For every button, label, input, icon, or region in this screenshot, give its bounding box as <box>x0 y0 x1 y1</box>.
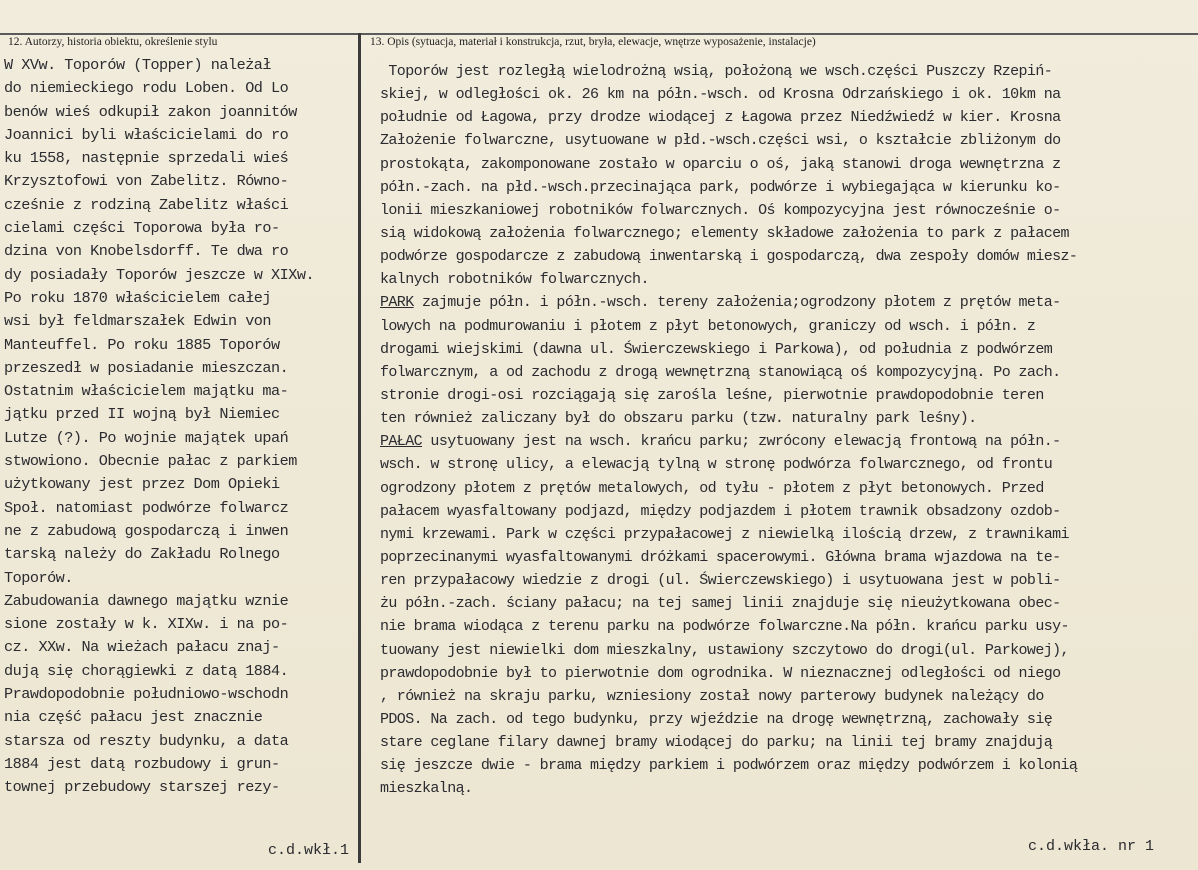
text-line: Społ. natomiast podwórze folwarcz <box>4 498 289 517</box>
text-line: sią widokową założenia folwarcznego; elementy składowe założenia to park z pałacem <box>380 224 1069 242</box>
text-line: Założenie folwarczne, usytuowane w płd.-wsch.części wsi, o kształcie zbliżonym do <box>380 132 1061 150</box>
text-line: Lutze (?). Po wojnie majątek upań <box>4 428 289 447</box>
line-text: zajmuje półn. i półn.-wsch. tereny założenia;ogrodzony płotem z prętów meta- <box>413 294 1061 312</box>
text-line: nie brama wiodąca z terenu parku na podwórze folwarczne.Na półn. krańcu parku usy- <box>380 618 1069 636</box>
text-line: dzina von Knobelsdorff. Te dwa ro <box>4 242 289 261</box>
text-line: nymi krzewami. Park w części przypałacowej z niewielką ilością drzew, z trawnikami <box>380 525 1069 543</box>
text-line: Krzysztofowi von Zabelitz. Równo- <box>4 172 289 191</box>
text-line <box>380 430 1196 453</box>
text-line: W XVw. Toporów (Topper) należał <box>4 56 272 74</box>
text-line <box>380 291 1196 314</box>
text-line: użytkowany jest przez Dom Opieki <box>4 475 280 494</box>
text-line: podwórze gospodarcze z zabudową inwentarską i gospodarczą, dwa zespoły domów miesz- <box>380 248 1078 266</box>
text-line: skiej, w odległości ok. 26 km na półn.-wsch. od Krosna Odrzańskiego i ok. 10km na <box>380 86 1061 104</box>
text-line: , również na skraju parku, wzniesiony został nowy parterowy budynek należący do <box>380 687 1044 705</box>
text-line: stare ceglane filary dawnej bramy wiodącej do parku; na linii tej bramy znajdują <box>380 734 1053 752</box>
description-column <box>380 60 1196 801</box>
text-line: Prawdopodobnie południowo-wschodn <box>4 685 289 704</box>
column-divider <box>358 33 361 863</box>
text-line: Zabudowania dawnego majątku wznie <box>4 591 289 610</box>
text-line: cześnie z rodziną Zabelitz właści <box>4 195 289 214</box>
text-line: starsza od reszty budynku, a data <box>4 731 289 750</box>
text-line: 1884 jest datą rozbudowy i grun- <box>4 754 280 773</box>
text-line: nia część pałacu jest znacznie <box>4 708 263 727</box>
text-line: tuowany jest niewielki dom mieszkalny, ustawiony szczytowo do drogi(ul. Parkowej), <box>380 641 1069 659</box>
text-line: prawdopodobnie był to pierwotnie dom ogrodnika. W nieznacznej odległości od niego <box>380 664 1061 682</box>
text-line: dy posiadały Toporów jeszcze w XIXw. <box>4 265 315 284</box>
text-line: lowych na podmurowaniu i płotem z płyt betonowych, graniczy od wsch. i półn. z <box>380 317 1036 335</box>
text-line: wsi był feldmarszałek Edwin von <box>4 312 272 331</box>
text-line: ren przypałacowy wiedzie z drogi (ul. Świerczewskiego) i usytuowana jest w pobli- <box>380 572 1061 590</box>
text-line: kalnych robotników folwarcznych. <box>380 271 649 289</box>
section-heading: PARK <box>380 294 414 312</box>
text-line: lonii mieszkaniowej robotników folwarcznych. Oś kompozycyjna jest równocześnie o- <box>380 201 1061 219</box>
text-line: cz. XXw. Na wieżach pałacu znaj- <box>4 638 280 657</box>
text-line: dują się chorągiewki z datą 1884. <box>4 661 289 680</box>
text-line: jątku przed II wojną był Niemiec <box>4 405 280 424</box>
right-column-header: 13. Opis (sytuacja, materiał i konstrukcja, rzut, bryła, elewacje, wnętrze wyposażenie, instalacje) <box>370 36 816 48</box>
text-line: PDOS. Na zach. od tego budynku, przy wjeździe na drogę wewnętrzną, zachowały się <box>380 710 1053 728</box>
text-line: wsch. w stronę ulicy, a elewacją tylną w stronę podwórza folwarcznego, od frontu <box>380 456 1053 474</box>
line-text: usytuowany jest na wsch. krańcu parku; zwrócony elewacją frontową na półn.- <box>422 433 1061 451</box>
text-line: się jeszcze dwie - brama między parkiem i podwórzem oraz między podwórzem i kolonią <box>380 757 1078 775</box>
text-line: benów wieś odkupił zakon joannitów <box>4 102 297 121</box>
text-line: ne z zabudową gospodarczą i inwen <box>4 521 289 540</box>
text-line: Ostatnim właścicielem majątku ma- <box>4 382 289 401</box>
text-line: ten również zaliczany był do obszaru parku (tzw. naturalny park leśny). <box>380 410 977 428</box>
text-line: stronie drogi-osi rozciągają się zarośla leśne, pierwotnie prawdopodobnie teren <box>380 386 1044 404</box>
text-line: cielami części Toporowa była ro- <box>4 219 280 238</box>
left-column-header: 12. Autorzy, historia obiektu, określenie stylu <box>8 36 218 48</box>
left-continuation-note: c.d.wkł.1 <box>268 842 350 859</box>
text-line: folwarcznym, a od zachodu z drogą wewnętrzną stanowiącą oś kompozycyjną. Po zach. <box>380 363 1061 381</box>
right-continuation-note: c.d.wkła. nr 1 <box>1028 838 1155 855</box>
text-line: półn.-zach. na płd.-wsch.przecinająca park, podwórze i wybiegająca w kierunku ko- <box>380 178 1061 196</box>
text-line: townej przebudowy starszej rezy- <box>4 778 280 797</box>
text-line: sione zostały w k. XIXw. i na po- <box>4 615 289 634</box>
section-heading: PAŁAC <box>380 433 423 451</box>
text-line: ogrodzony płotem z prętów metalowych, od tyłu - płotem z płyt betonowych. Przed <box>380 479 1044 497</box>
text-line: Joannici byli właścicielami do ro <box>4 125 289 144</box>
text-line: południe od Łagowa, przy drodze wiodącej z Łagowa przez Niedźwiedź w kier. Krosna <box>380 109 1061 127</box>
text-line: stwowiono. Obecnie pałac z parkiem <box>4 452 297 471</box>
text-line: poprzecinanymi wyasfaltowanymi dróżkami spacerowymi. Główna brama wjazdowa na te- <box>380 548 1061 566</box>
header-rule <box>0 33 1198 35</box>
text-line: Toporów. <box>4 568 73 587</box>
text-line: ku 1558, następnie sprzedali wieś <box>4 149 289 168</box>
history-column <box>4 54 356 800</box>
text-line: Manteuffel. Po roku 1885 Toporów <box>4 335 280 354</box>
text-line: Po roku 1870 właścicielem całej <box>4 288 272 307</box>
text-line: żu półn.-zach. ściany pałacu; na tej samej linii znajduje się nieużytkowana obec- <box>380 595 1061 613</box>
text-line: przeszedł w posiadanie mieszczan. <box>4 358 289 377</box>
text-line: Toporów jest rozległą wielodrożną wsią, położoną we wsch.części Puszczy Rzepiń- <box>380 63 1053 80</box>
text-line: prostokąta, zakomponowane zostało w oparciu o oś, jaką stanowi droga wewnętrzna z <box>380 155 1061 173</box>
text-line: drogami wiejskimi (dawna ul. Świerczewskiego i Parkowa), od południa z podwórzem <box>380 340 1053 358</box>
text-line: mieszkalną. <box>380 780 473 798</box>
text-line: tarską należy do Zakładu Rolnego <box>4 545 280 564</box>
text-line: pałacem wyasfaltowany podjazd, między podjazdem i płotem trawnik obsadzony ozdob- <box>380 502 1061 520</box>
text-line: do niemieckiego rodu Loben. Od Lo <box>4 79 289 98</box>
